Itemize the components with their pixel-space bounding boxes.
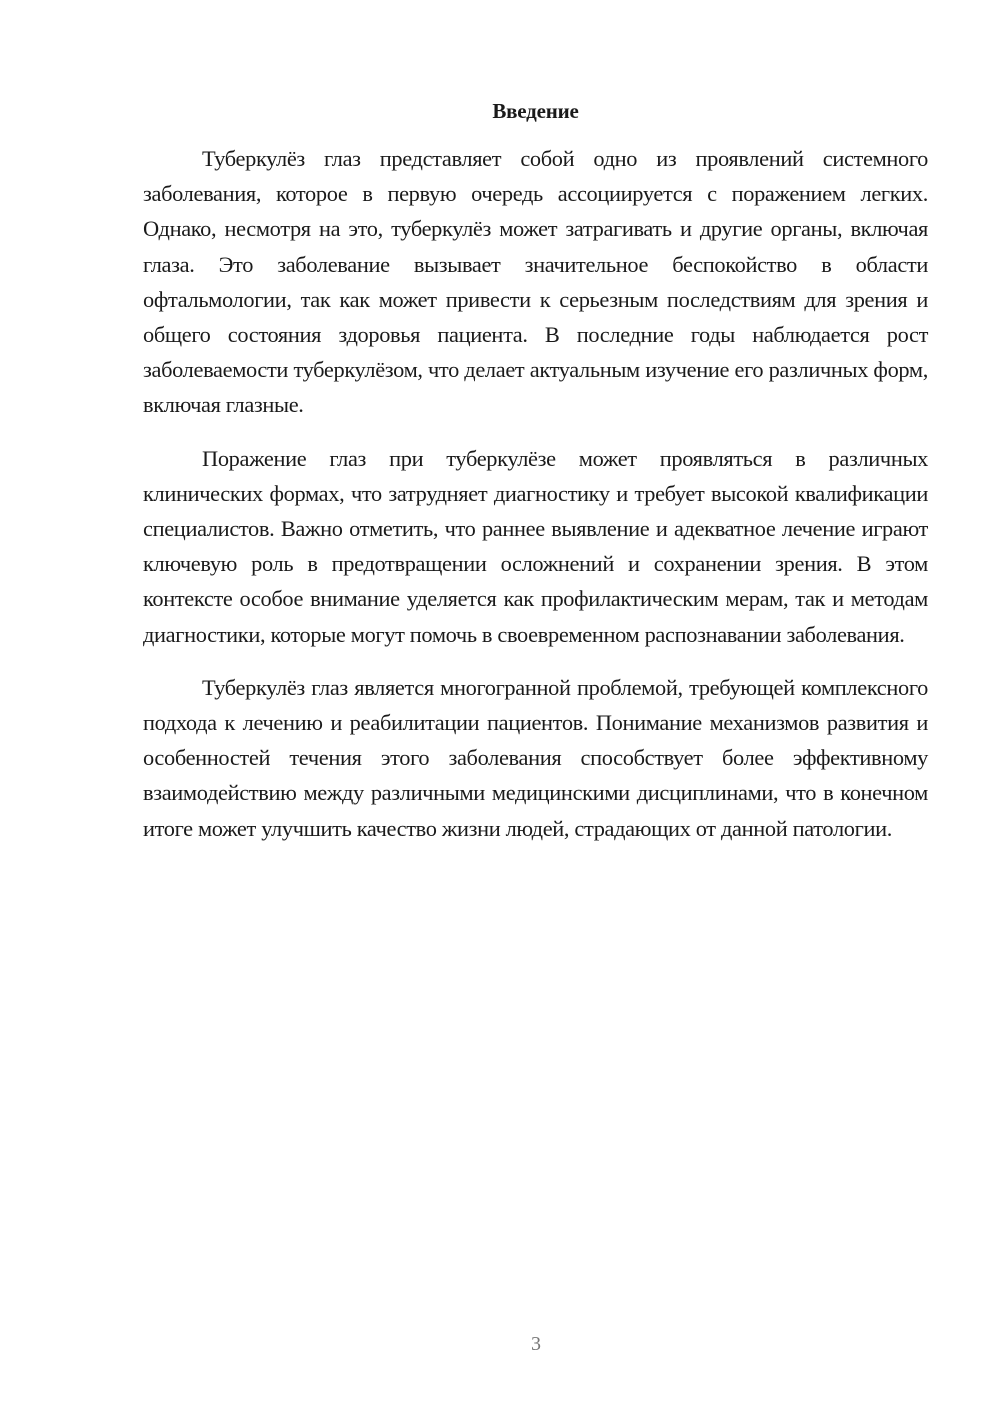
page-content	[143, 94, 928, 864]
paragraph-2: Поражение глаз при туберкулёзе может проявляться в различных клинических формах, что затрудняет диагностику и требует высокой квалификации специалистов. Важно отметить, что раннее выявление и адекватное лечение играют ключевую роль в предотвращении осложнений и сохранении зрения. В этом контексте особое внимание уделяется как профилактическим мерам, так и методам диагностики, которые могут помочь в своевременном распознавании заболевания.	[143, 445, 928, 647]
section-heading: Введение	[492, 99, 579, 123]
page-number: 3	[531, 1333, 541, 1355]
paragraph-3: Туберкулёз глаз является многогранной проблемой, требующей комплексного подхода к лечению и реабилитации пациентов. Понимание механизмов развития и особенностей течения этого заболевания способствует более эффективному взаимодействию между различными медицинскими дисциплинами, что в конечном итоге может улучшить качество жизни людей, страдающих от данной патологии.	[143, 674, 928, 841]
paragraph-1: Туберкулёз глаз представляет собой одно из проявлений системного заболевания, которое в первую очередь ассоциируется с поражением легких. Однако, несмотря на это, туберкулёз может затрагивать и другие органы, включая глаза. Это заболевание вызывает значительное беспокойство в области офтальмологии, так как может привести к серьезным последствиям для зрения и общего состояния здоровья пациента. В последние годы наблюдается рост заболеваемости туберкулёзом, что делает актуальным изучение его различных форм, включая глазные.	[143, 146, 928, 418]
